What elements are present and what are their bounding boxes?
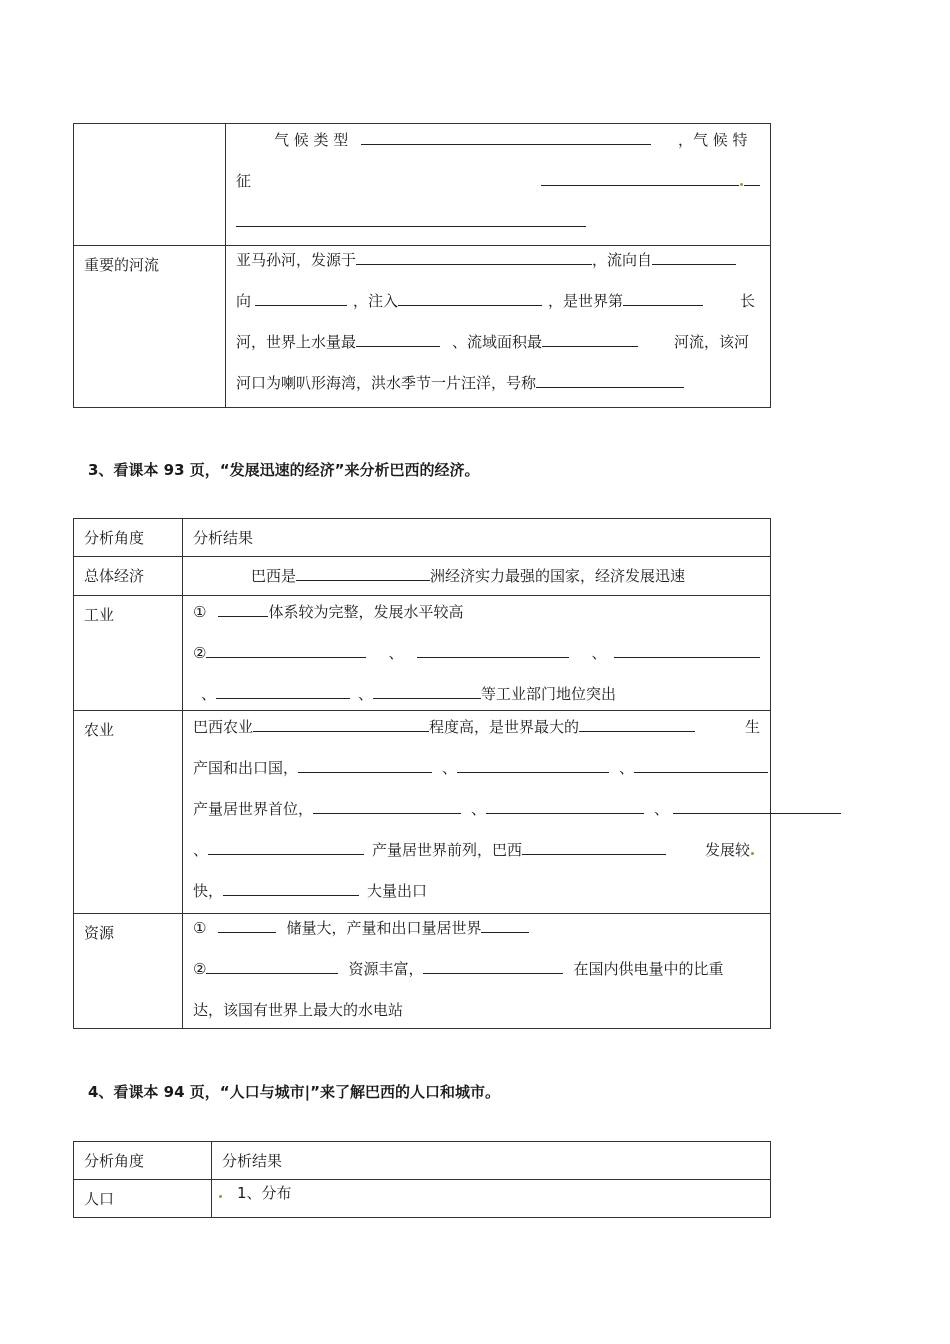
climate-feature-blank-1[interactable] xyxy=(541,171,739,186)
river-from-blank[interactable] xyxy=(652,250,736,265)
river-line3-c: 河流，该河 xyxy=(674,333,750,351)
table-population xyxy=(73,1141,771,1218)
economy-a: 巴西是 xyxy=(251,567,297,585)
res-label: 资源 xyxy=(74,914,183,1029)
agri-crop-blank-7[interactable] xyxy=(208,840,364,855)
pop-header-col1: 分析角度 xyxy=(74,1142,212,1180)
river-line1-b: ，流向自 xyxy=(592,251,653,269)
industry-label: 工业 xyxy=(74,596,183,711)
industry-sector-blank-2[interactable] xyxy=(417,643,569,658)
economy-cell xyxy=(183,557,771,596)
agri-crop-blank-5[interactable] xyxy=(486,799,644,814)
agri-3a: 产量居世界首位， xyxy=(193,800,314,818)
res-cell xyxy=(183,914,771,1029)
agri-1b: 程度高，是世界最大的 xyxy=(429,718,580,736)
river-ocean-blank[interactable] xyxy=(398,291,542,306)
agri-industry-blank[interactable] xyxy=(522,840,666,855)
agri-crop-blank-3[interactable] xyxy=(634,758,768,773)
agri-5b: 大量出口 xyxy=(367,882,428,900)
agri-label: 农业 xyxy=(74,711,183,914)
economy-label: 总体经济 xyxy=(74,557,183,596)
sep: 、 xyxy=(388,644,404,662)
agri-crop-blank-2[interactable] xyxy=(457,758,609,773)
sep: 、 xyxy=(591,644,607,662)
res-1b: 储量大，产量和出口量居世界 xyxy=(286,919,482,937)
sep: 、 xyxy=(201,685,217,703)
pop-label: 人口 xyxy=(74,1180,212,1218)
climate-feature-blank-2[interactable] xyxy=(236,212,586,227)
economy-header-col1: 分析角度 xyxy=(74,519,183,557)
river-rank-blank[interactable] xyxy=(623,291,703,306)
res-power-blank[interactable] xyxy=(423,959,563,974)
sep: 、 xyxy=(442,759,458,777)
industry-sector-blank-4[interactable] xyxy=(216,684,350,699)
agri-4b: 产量居世界前列，巴西 xyxy=(372,841,523,859)
sep: 、 xyxy=(619,759,635,777)
res-mineral-blank[interactable] xyxy=(218,918,276,933)
climate-type-blank[interactable] xyxy=(361,130,651,145)
industry-system-blank[interactable] xyxy=(218,602,268,617)
pop-header-col2: 分析结果 xyxy=(212,1142,771,1180)
agri-crop-blank-4[interactable] xyxy=(313,799,461,814)
economy-header-col2: 分析结果 xyxy=(183,519,771,557)
industry-sector-blank-5[interactable] xyxy=(373,684,481,699)
industry-sector-blank-3[interactable] xyxy=(614,643,760,658)
river-label: 重要的河流 xyxy=(74,246,226,408)
industry-cell xyxy=(183,596,771,711)
sep: 、 xyxy=(358,685,374,703)
pop-1: 1、分布 xyxy=(237,1184,292,1202)
climate-feature-label-1: ，气 候 特 xyxy=(678,131,748,149)
res-2c: 在国内供电量中的比重 xyxy=(573,960,724,978)
river-water-blank[interactable] xyxy=(356,332,440,347)
sep: 、 xyxy=(193,841,209,859)
river-line4-a: 河口为喇叭形海湾，洪水季节一片汪洋，号称 xyxy=(236,374,537,392)
industry-2a: ② xyxy=(193,644,207,662)
river-line2-c: ，是世界第 xyxy=(548,292,624,310)
stray-mark xyxy=(740,183,743,186)
industry-sector-blank-1[interactable] xyxy=(206,643,366,658)
climate-type-label: 气 候 类 型 xyxy=(274,131,349,149)
table-geography xyxy=(73,123,771,408)
river-line2-a: 向 xyxy=(236,292,252,310)
climate-feature-label-2: 征 xyxy=(236,172,252,190)
agri-crop-blank-1[interactable] xyxy=(298,758,432,773)
res-1a: ① xyxy=(193,919,207,937)
res-2a: ② xyxy=(193,960,207,978)
agri-mechanization-blank[interactable] xyxy=(253,717,429,732)
agri-crop-blank-6[interactable] xyxy=(673,799,841,814)
river-line2-b: ，注入 xyxy=(353,292,399,310)
res-3a: 达，该国有世界上最大的水电站 xyxy=(193,1001,404,1019)
agri-5a: 快， xyxy=(193,882,224,900)
climate-cell xyxy=(226,124,771,246)
stray-mark xyxy=(751,852,754,855)
res-2b: 资源丰富， xyxy=(348,960,424,978)
river-line1-a: 亚马孙河，发源于 xyxy=(236,251,357,269)
industry-3b: 等工业部门地位突出 xyxy=(481,685,617,703)
pop-cell xyxy=(212,1180,771,1218)
table1-empty-cell xyxy=(74,124,226,246)
agri-product-blank[interactable] xyxy=(579,717,695,732)
agri-1a: 巴西农业 xyxy=(193,718,254,736)
res-resource-blank[interactable] xyxy=(206,959,338,974)
table-economy xyxy=(73,518,771,1029)
agri-4c: 发展较 xyxy=(705,841,751,859)
section3-heading: 3、看课本 93 页，“发展迅速的经济”来分析巴西的经济。 xyxy=(88,461,480,479)
economy-continent-blank[interactable] xyxy=(296,566,430,581)
river-to-blank[interactable] xyxy=(255,291,347,306)
agri-cell xyxy=(183,711,771,914)
agri-2a: 产国和出口国， xyxy=(193,759,299,777)
river-line3-b: 、流域面积最 xyxy=(452,333,543,351)
sep: 、 xyxy=(471,800,487,818)
industry-1b: 体系较为完整，发展水平较高 xyxy=(268,603,464,621)
res-rank-blank[interactable] xyxy=(481,918,529,933)
river-nickname-blank[interactable] xyxy=(536,373,684,388)
economy-b: 洲经济实力最强的国家，经济发展迅速 xyxy=(430,567,686,585)
industry-1a: ① xyxy=(193,603,207,621)
stray-mark xyxy=(219,1195,222,1198)
section4-heading: 4、看课本 94 页，“人口与城市|”来了解巴西的人口和城市。 xyxy=(88,1083,500,1101)
river-area-blank[interactable] xyxy=(542,332,638,347)
river-source-blank[interactable] xyxy=(356,250,592,265)
river-line3-a: 河，世界上水量最 xyxy=(236,333,357,351)
agri-1c: 生 xyxy=(745,718,761,736)
agri-export-blank[interactable] xyxy=(223,881,359,896)
river-line2-d: 长 xyxy=(740,292,756,310)
sep: 、 xyxy=(654,800,670,818)
river-cell xyxy=(226,246,771,408)
